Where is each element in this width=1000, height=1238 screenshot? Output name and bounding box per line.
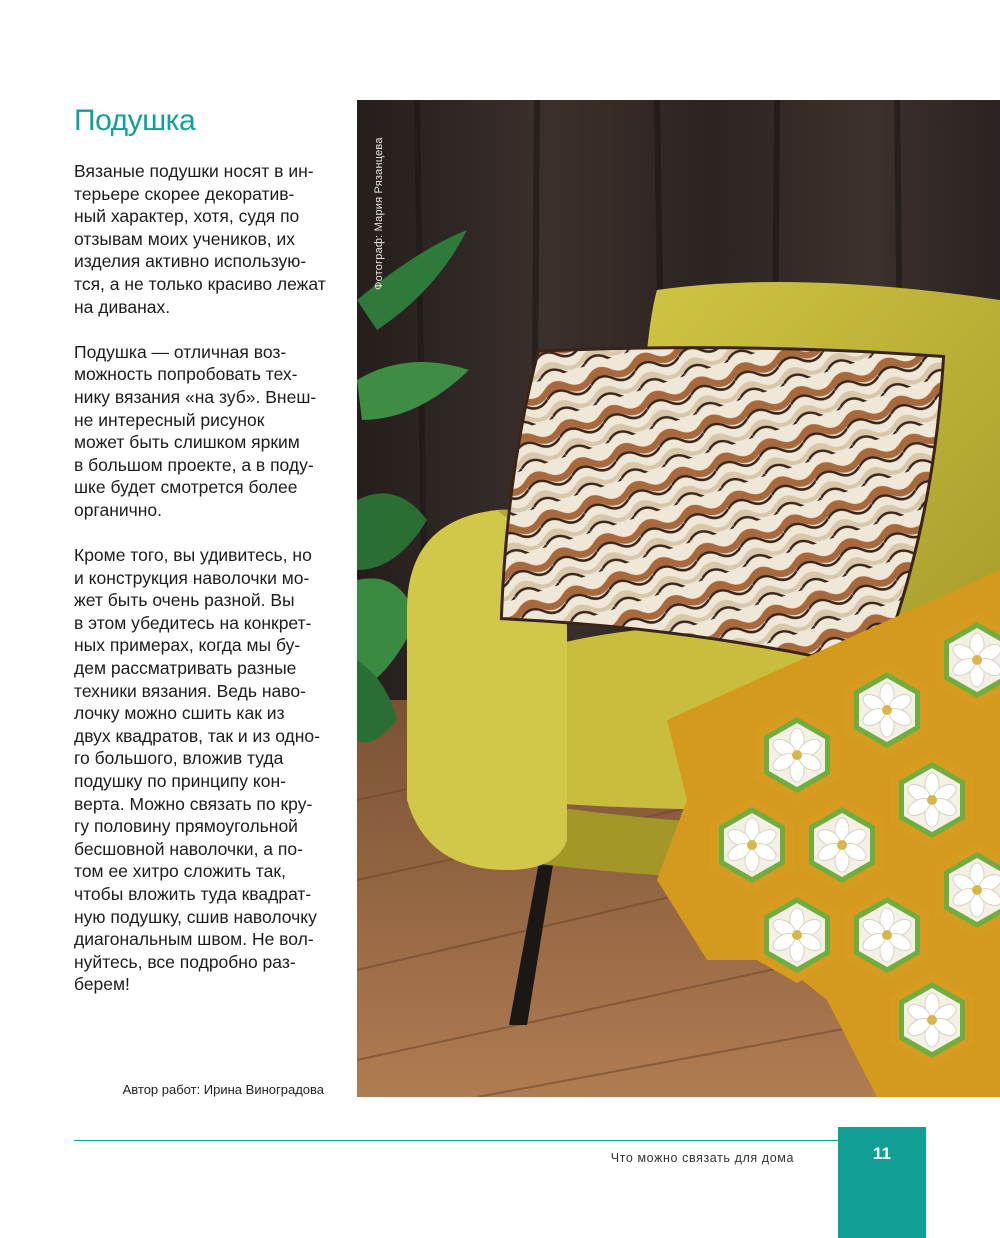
footer-rule — [74, 1140, 838, 1141]
paragraph-3: Кроме того, вы удивитесь, но и конструкция наволочки мо- жет быть очень разной. Вы в этом убедитесь на конкрет- ных примерах, когда мы бу- дем рассматривать разные техники вязания. Ведь наво- лочку можно сшить как из двух квадратов, так и из одно- го большого, вложив туда подушку по принципу кон- верта. Можно связать по кру- гу половину прямоугольной бесшовной наволочки, а по- том ее хитро сложить так, чтобы вложить туда квадрат- ную подушку, сшив наволочку диагональным швом. Не вол- нуйтесь, все подробно раз- берем! — [74, 545, 320, 995]
sofa-photo — [357, 100, 1000, 1097]
article-body — [74, 160, 344, 1019]
photo-credit-text: Фотограф: Мария Рязанцева — [373, 137, 385, 290]
page-number-tab — [838, 1127, 926, 1238]
page-number: 11 — [873, 1144, 891, 1163]
paragraph-2: Подушка — отличная воз- можность попробовать тех- нику вязания «на зуб». Внеш- не интересный рисунок может быть слишком ярким в большом проекте, а в поду- шке будет смотрется более органично. — [74, 341, 317, 520]
article-title: Подушка — [74, 104, 196, 137]
author-credit: Автор работ: Ирина Виноградова — [122, 1082, 324, 1097]
running-footer: Что можно связать для дома — [610, 1151, 794, 1165]
paragraph-1: Вязаные подушки носят в ин- терьере скорее декоратив- ный характер, хотя, судя по отзывам моих учеников, их изделия активно использую- тся, а не только красиво лежат на диванах. — [74, 161, 326, 317]
